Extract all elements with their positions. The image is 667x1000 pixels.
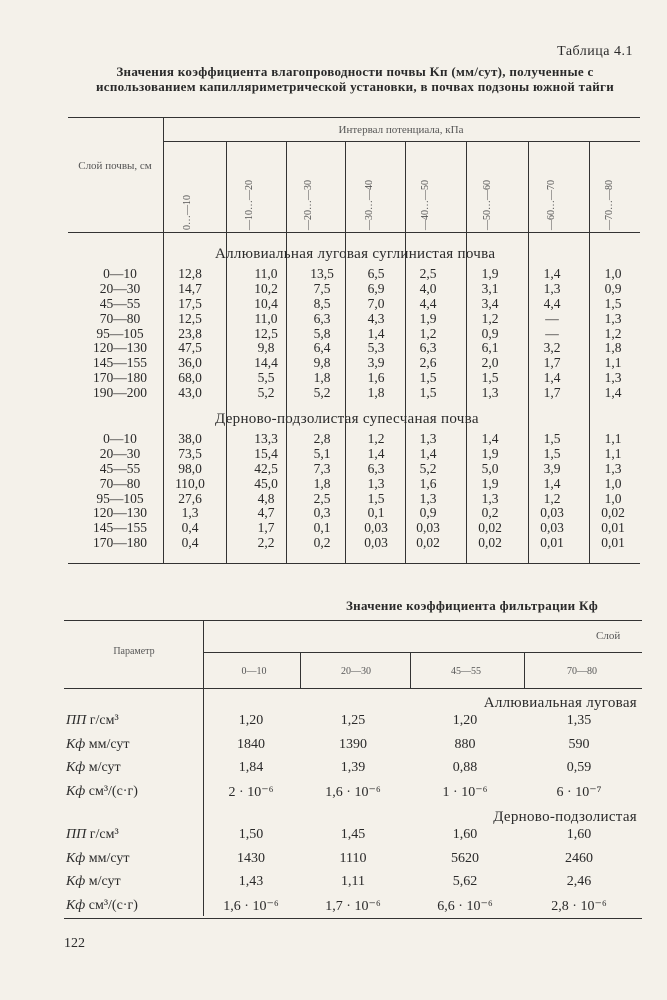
table-row [60,462,642,477]
table-row [60,267,642,282]
value-cell: 590 [568,736,590,752]
param-header: Параметр [113,646,155,657]
value-cell: 1,3 [367,475,385,491]
value-cell: 1110 [339,850,367,866]
value-cell: 0,9 [419,505,437,521]
value-cell: — [545,325,559,341]
value-cell: 6,3 [313,310,331,326]
value-cell: 12,8 [178,266,202,281]
table1-interval-rule [164,141,640,142]
value-cell: 0,1 [367,505,385,521]
value-cell: 9,8 [257,340,275,356]
value-cell: 1,2 [481,310,499,326]
value-cell: 7,0 [367,295,385,311]
value-cell: 1,20 [452,713,478,728]
value-cell: 1,2 [367,431,385,446]
table-row [0,760,667,782]
value-cell: 1,4 [604,385,622,401]
value-cell: 1,5 [481,370,499,386]
value-cell: 1,20 [238,713,264,728]
table2-title: Значение коэффициента фильтрации Кф [346,598,599,613]
table-row [60,341,642,356]
value-cell: 1,9 [481,475,499,491]
value-cell: 5,2 [257,385,275,401]
value-cell: 1,7 · 10⁻⁶ [325,898,381,914]
table-row [60,282,642,297]
value-cell: 1,3 [481,490,499,506]
table-row [60,521,642,536]
value-cell: 1,9 [481,445,499,461]
param-symbol: Кф [66,850,86,866]
value-cell: 3,1 [481,280,499,296]
table1-body-alluvial [60,267,642,401]
value-cell: 1,4 [543,266,561,281]
value-cell: 27,6 [178,490,202,506]
param-unit: м/сут [85,760,121,775]
param-unit: см³/(с·г) [85,783,138,799]
value-cell: 0,01 [601,535,625,551]
value-cell: 1,0 [604,490,622,506]
value-cell: 0,03 [540,520,564,536]
value-cell: 9,8 [313,355,331,371]
param-symbol: Кф [66,874,86,889]
value-cell: 880 [454,736,476,752]
param-unit: см³/(с·г) [85,897,138,913]
value-cell: 10,2 [254,280,278,296]
value-cell: 1430 [237,850,265,866]
table-row [60,297,642,312]
table1-header-rule [68,232,640,233]
table-row [60,312,642,327]
value-cell: 1,4 [367,445,385,461]
table-row [60,447,642,462]
table-row [60,536,642,551]
value-cell: 98,0 [178,460,202,476]
value-cell: 1,5 [543,445,561,461]
value-cell: 14,4 [254,355,278,371]
value-cell: 2,46 [566,874,592,889]
value-cell: 1,50 [238,827,264,842]
param-cell [66,760,121,776]
param-unit: мм/сут [85,736,130,752]
value-cell: 1,35 [566,713,592,728]
table-row [0,874,667,896]
value-cell: 0,2 [313,535,331,551]
value-cell: 1,4 [481,431,499,446]
value-cell: 1,3 [419,490,437,506]
value-cell: 0,01 [601,520,625,536]
value-cell: 1,3 [419,431,437,446]
value-cell: 2,5 [313,490,331,506]
value-cell: 11,0 [254,266,278,281]
param-cell [66,874,121,890]
value-cell: 1,3 [481,385,499,401]
value-cell: 4,3 [367,310,385,326]
table-row [60,477,642,492]
table-row [60,356,642,371]
value-cell: 1,6 · 10⁻⁶ [223,898,279,914]
param-unit: г/см³ [86,827,119,842]
value-cell: 23,8 [178,325,202,341]
value-cell: 1,5 [543,431,561,446]
table-row [0,737,667,759]
interval-label: 0…—10 [182,195,193,230]
value-cell: 5620 [451,850,479,866]
value-cell: 0,2 [481,505,499,521]
param-unit: г/см³ [86,713,119,728]
value-cell: 6,5 [367,266,385,281]
value-cell: 11,0 [254,310,278,326]
value-cell: 2 · 10⁻⁶ [228,784,274,800]
value-cell: 0,3 [313,505,331,521]
value-cell: 1,7 [543,355,561,371]
value-cell: 1,4 [543,370,561,386]
layer-cell: 70—80 [99,475,141,491]
section-title-alluvial: Аллювиальная луговая суглинистая почва [215,246,496,262]
value-cell: 6,1 [481,340,499,356]
value-cell: 1,4 [367,325,385,341]
interval-label: —40…—50 [420,180,431,230]
value-cell: 3,2 [543,340,561,356]
layer-cell: 20—30 [99,445,141,461]
table2-header-rule [64,688,642,689]
value-cell: 1,39 [340,760,366,775]
table-row [60,492,642,507]
value-cell: 42,5 [254,460,278,476]
value-cell: 1,7 [257,520,275,536]
value-cell: 1,43 [238,874,264,889]
value-cell: 1,6 [367,370,385,386]
value-cell: 1840 [237,736,265,752]
value-cell: 45,0 [254,475,278,491]
value-cell: 1,6 · 10⁻⁶ [325,784,381,800]
value-cell: 1,0 [604,475,622,491]
value-cell: 2,6 [419,355,437,371]
value-cell: 5,2 [313,385,331,401]
table-number: Таблица 4.1 [557,44,633,59]
value-cell: 1,2 [543,490,561,506]
section-title-sod-podzolic: Дерново-подзолистая супесчаная почва [215,411,479,427]
value-cell: 38,0 [178,431,202,446]
interval-label: —60…—70 [546,180,557,230]
value-cell: 8,5 [313,295,331,311]
value-cell: 5,62 [452,874,478,889]
value-cell: 0,02 [416,535,440,551]
value-cell: 1,11 [341,874,365,889]
layer-cell: 45—55 [99,295,141,311]
interval-label: —20…—30 [303,180,314,230]
value-cell: 6,9 [367,280,385,296]
layer-col-header: 0—10 [241,666,267,677]
table-row [0,784,667,806]
value-cell: 3,4 [481,295,499,311]
value-cell: 1,2 [604,325,622,341]
param-symbol: ПП [66,713,87,728]
table-row [60,371,642,386]
value-cell: 1,4 [419,445,437,461]
param-cell [66,851,130,867]
param-unit: мм/сут [85,850,130,866]
value-cell: 0,01 [540,535,564,551]
table2-layer-rule [204,652,642,653]
value-cell: 4,7 [257,505,275,521]
value-cell: 0,9 [604,280,622,296]
layer-cell: 120—130 [93,505,147,521]
layer-cell: 95—105 [96,325,144,341]
value-cell: 7,3 [313,460,331,476]
value-cell: 1,45 [340,827,366,842]
value-cell: 12,5 [178,310,202,326]
layer-col-header: 70—80 [567,666,597,677]
value-cell: 0,02 [478,520,502,536]
value-cell: 1,3 [604,370,622,386]
value-cell: 6,4 [313,340,331,356]
value-cell: 12,5 [254,325,278,341]
table-row [0,851,667,873]
table2-section-sod-podzolic: Дерново-подзолистая [493,809,637,825]
value-cell: 2,8 · 10⁻⁶ [551,898,607,914]
value-cell: 10,4 [254,295,278,311]
value-cell: 1,8 [313,475,331,491]
value-cell: 1,8 [367,385,385,401]
value-cell: 1,1 [604,431,622,446]
layer-cell: 45—55 [99,460,141,476]
value-cell: 68,0 [178,370,202,386]
value-cell: 0,03 [416,520,440,536]
value-cell: 0,03 [540,505,564,521]
table-row [0,713,667,735]
value-cell: 4,4 [419,295,437,311]
value-cell: 6 · 10⁻⁷ [556,784,602,800]
interval-header: Интервал потенциала, кПа [338,124,464,136]
param-unit: м/сут [85,874,121,889]
value-cell: 36,0 [178,355,202,371]
layer-cell: 190—200 [93,385,147,401]
value-cell: 1,2 [419,325,437,341]
table-row [60,432,642,447]
table-row [0,827,667,849]
value-cell: 5,1 [313,445,331,461]
interval-label: —30…—40 [364,180,375,230]
value-cell: 1,5 [419,370,437,386]
value-cell: 1,1 [604,445,622,461]
value-cell: 0,9 [481,325,499,341]
value-cell: 0,4 [181,535,199,551]
interval-label: —10…—20 [244,180,255,230]
layer-cell: 95—105 [96,490,144,506]
value-cell: 1,9 [419,310,437,326]
layer-cell: 170—180 [93,535,147,551]
value-cell: 1,1 [604,355,622,371]
table-row [0,898,667,920]
value-cell: 47,5 [178,340,202,356]
value-cell: 2,5 [419,266,437,281]
value-cell: 1,0 [604,266,622,281]
layer-cell: 20—30 [99,280,141,296]
param-cell [66,827,119,843]
value-cell: 0,59 [566,760,592,775]
value-cell: 1390 [339,736,367,752]
value-cell: 0,02 [478,535,502,551]
value-cell: 1,3 [604,310,622,326]
param-cell [66,784,138,800]
value-cell: 7,5 [313,280,331,296]
param-cell [66,898,138,914]
table2-section-alluvial: Аллювиальная луговая [483,695,637,711]
table2-col-divider [410,652,411,688]
interval-label: —50…—60 [482,180,493,230]
value-cell: 0,1 [313,520,331,536]
layer-col-header: 45—55 [451,666,481,677]
layer-cell: 145—155 [93,355,147,371]
value-cell: 1,60 [452,827,478,842]
page-number: 122 [64,936,85,951]
value-cell: 13,5 [310,266,334,281]
value-cell: 1,8 [313,370,331,386]
param-cell [66,713,119,729]
param-symbol: Кф [66,736,86,752]
value-cell: 1,25 [340,713,366,728]
value-cell: 1,8 [604,340,622,356]
table1-top-rule [68,117,640,118]
value-cell: 1,5 [367,490,385,506]
value-cell: 5,2 [419,460,437,476]
value-cell: 1,5 [604,295,622,311]
interval-label: —70…—80 [604,180,615,230]
param-symbol: Кф [66,783,86,799]
value-cell: 1,4 [543,475,561,491]
value-cell: 0,03 [364,520,388,536]
value-cell: 43,0 [178,385,202,401]
layer-cell: 120—130 [93,340,147,356]
value-cell: 1,3 [604,460,622,476]
value-cell: — [545,310,559,326]
value-cell: 1,3 [181,505,199,521]
value-cell: 1,6 [419,475,437,491]
value-cell: 1,84 [238,760,264,775]
value-cell: 6,3 [419,340,437,356]
table-row [60,386,642,401]
value-cell: 2,8 [313,431,331,446]
value-cell: 13,3 [254,431,278,446]
value-cell: 4,8 [257,490,275,506]
table-row [60,327,642,342]
value-cell: 0,88 [452,760,478,775]
value-cell: 15,4 [254,445,278,461]
soil-layer-header: Слой почвы, см [78,160,152,172]
value-cell: 5,5 [257,370,275,386]
value-cell: 4,4 [543,295,561,311]
value-cell: 0,03 [364,535,388,551]
layer-cell: 0—10 [103,431,137,446]
param-symbol: Кф [66,760,86,775]
value-cell: 14,7 [178,280,202,296]
value-cell: 2,0 [481,355,499,371]
value-cell: 3,9 [367,355,385,371]
layer-col-header: 20—30 [341,666,371,677]
value-cell: 5,8 [313,325,331,341]
table1-body-sod-podzolic [60,432,642,551]
table-title: Значения коэффициента влагопроводности почвы Kп (мм/сут), полученные с использованием капилляриметрической установки, в почвах подзоны южной тайги [95,64,615,94]
value-cell: 6,6 · 10⁻⁶ [437,898,493,914]
value-cell: 1,3 [543,280,561,296]
layer-cell: 145—155 [93,520,147,536]
value-cell: 2460 [565,850,593,866]
value-cell: 0,4 [181,520,199,536]
value-cell: 1 · 10⁻⁶ [442,784,488,800]
layer-cell: 70—80 [99,310,141,326]
param-symbol: Кф [66,897,86,913]
value-cell: 6,3 [367,460,385,476]
param-symbol: ПП [66,827,87,842]
value-cell: 1,9 [481,266,499,281]
table2-col-divider [524,652,525,688]
value-cell: 110,0 [175,475,205,491]
value-cell: 5,0 [481,460,499,476]
param-cell [66,737,130,753]
table1-bottom-rule [68,563,640,564]
value-cell: 1,7 [543,385,561,401]
value-cell: 4,0 [419,280,437,296]
table-row [60,506,642,521]
value-cell: 0,02 [601,505,625,521]
value-cell: 1,60 [566,827,592,842]
value-cell: 2,2 [257,535,275,551]
layer-cell: 170—180 [93,370,147,386]
value-cell: 5,3 [367,340,385,356]
table2-top-rule [64,620,642,621]
layer-header: Слой [596,630,621,642]
value-cell: 1,5 [419,385,437,401]
value-cell: 3,9 [543,460,561,476]
value-cell: 73,5 [178,445,202,461]
layer-cell: 0—10 [103,266,137,281]
value-cell: 17,5 [178,295,202,311]
table2-bottom-rule [64,918,642,919]
